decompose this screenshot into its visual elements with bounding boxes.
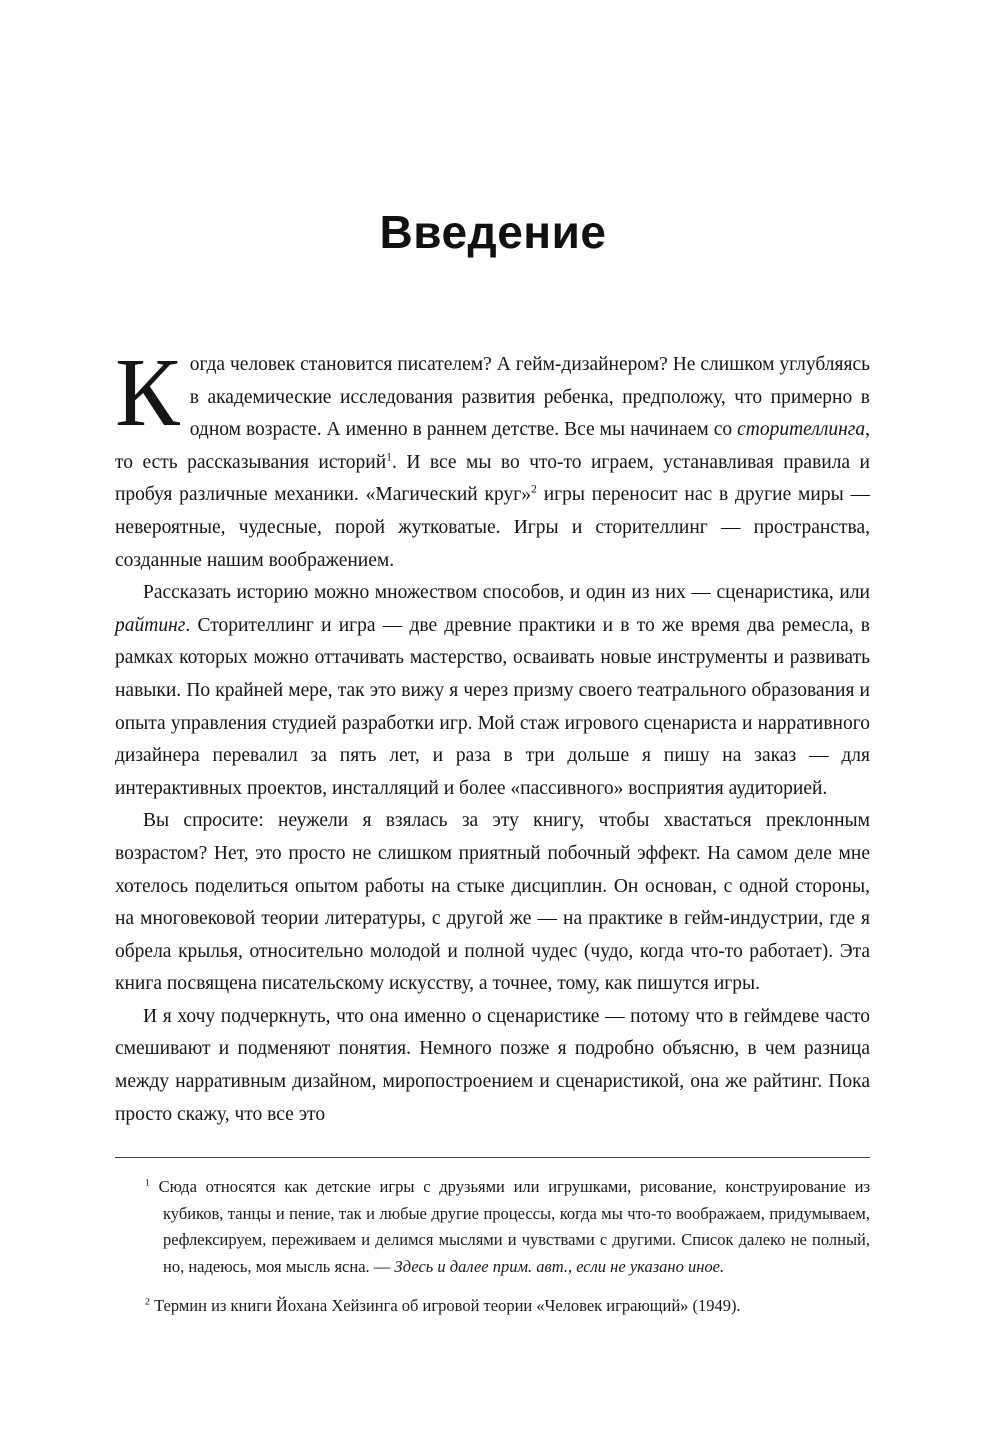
body-text [115,339,871,1131]
text-segment: И я хочу подчеркнуть, что она именно о сценаристике — потому что в геймдеве часто смешивают и подменяют понятия. Немного позже я подробно объясню, в чем разница между нарративным дизайном, миропостроением и сценаристикой, она же райтинг. Пока просто скажу, что все это [115,1005,870,1125]
footnote-ref: 1 [386,450,392,464]
footnotes-section [115,1157,870,1320]
text-segment: сторителлинга [737,419,866,441]
paragraph-2 [115,577,870,805]
footnote-ref: 2 [531,482,537,496]
text-segment: Сюда относятся как детские игры с друзьями или игрушками, рисование, конструирование из кубиков, танцы и пение, так и любые другие процессы, когда мы что-то воображаем, придумываем, рефлексируем, переживаем и делимся мыслями и чувствами с другими. Список далеко не полный, но, надеюсь, моя мысль ясна. — [149,1177,870,1276]
text-segment: Рассказать историю можно множеством способов, и один из них — сценаристика, или [143,582,870,604]
footnote-ref: 1 [145,1177,150,1189]
text-segment: . И все мы во что-то играем, устанавливая правила и пробуя различные механики. «Магический круг» [115,451,870,506]
text-segment: сите: неужели я взялась за эту книгу, чтобы хвастаться преклонным возрастом? Нет, это просто не слишком приятный побочный эффект. На самом деле мне хотелось поделиться опытом работы на стыке дисциплин. Он основан, с одной стороны, на многовековой теории литературы, с другой же — на практике в гейм-индустрии, где я обрела крылья, относительно молодой и полной чудес (чудо, когда что-то работает). Эта книга посвящена писательскому искусству, а точнее, тому, как пишутся игры. [115,810,871,995]
chapter-title: Введение [379,206,607,258]
text-segment: Здесь и далее прим. авт., если не указано иное. [394,1256,725,1276]
paragraph-3 [115,805,870,1001]
text-segment: игры переносит нас в другие миры — невероятные, чудесные, порой жутковатые. Игры и сторителлинг — пространства, созданные нашим воображением. [115,484,870,571]
footnote-1 [145,1174,870,1280]
text-segment: о [212,810,223,832]
paragraph-1 [115,339,870,577]
footnote-ref: 2 [145,1296,150,1308]
dropcap-letter: К [115,339,180,446]
text-segment: . Сторителлинг и игра — две древние практики и в то же время два ремесла, в рамках которых можно оттачивать мастерство, осваивать новые инструменты и развивать навыки. По крайней мере, так это вижу я через призму своего театрального образования и опыта управления студией разработки игр. Мой стаж игрового сценариста и нарративного дизайнера перевалил за пять лет, и раза в три дольше я пишу на заказ — для интерактивных проектов, инсталляций и более «пассивного» восприятия аудиторией. [115,614,870,799]
footnote-2 [145,1293,870,1320]
paragraph-4 [115,1001,870,1131]
text-segment: огда человек становится писателем? А гейм-дизайнером? Не слишком углубляясь в академические исследования развития ребенка, предположу, что примерно в одном возрасте. А именно в раннем детстве. Все мы начинаем со [189,354,870,441]
text-segment: Термин из книги Йохана Хейзинга об игровой теории «Человек играющий» (1949). [149,1296,741,1316]
text-segment: Вы спр [143,810,213,832]
text-segment: , то есть рассказывания историй [115,419,870,473]
text-segment: райтинг [115,614,186,636]
